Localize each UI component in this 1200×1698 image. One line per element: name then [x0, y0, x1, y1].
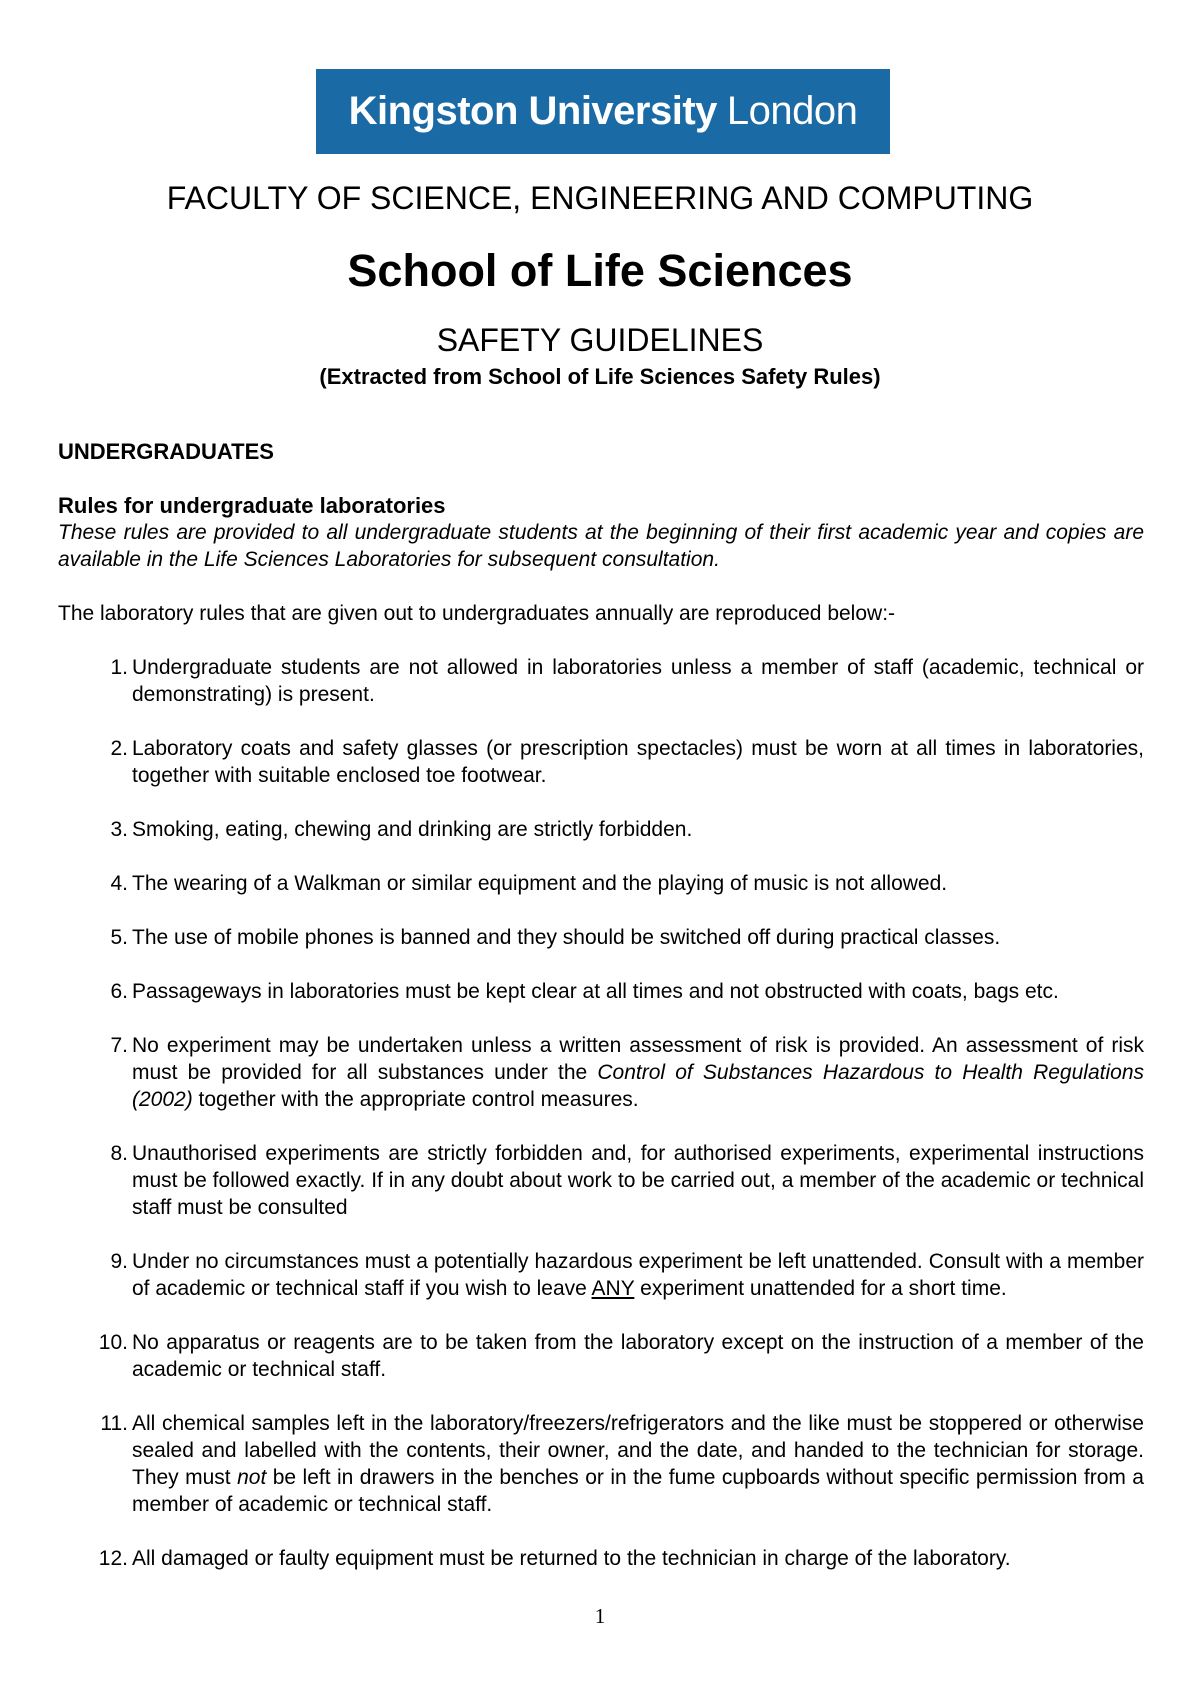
- rule-item: [58, 1329, 1144, 1383]
- rule-text: No apparatus or reagents are to be taken from the laboratory except on the instruction of a member of the academic or technical staff.: [132, 1331, 1144, 1381]
- rule-text: Passageways in laboratories must be kept clear at all times and not obstructed with coats, bags etc.: [132, 980, 1059, 1003]
- rule-number: 8.: [110, 1142, 128, 1165]
- logo-bold-text: Kingston University: [348, 89, 717, 133]
- rule-item: [58, 1032, 1144, 1113]
- rule-number: 3.: [110, 818, 128, 841]
- rule-text-part: All chemical samples left in the laboratory/freezers/refrigerators and the like must be stoppered or otherwise sealed and labelled with the contents, their owner, and the date, and handed to the technician for storage. They must: [132, 1412, 1144, 1489]
- rule-item: [58, 735, 1144, 789]
- rule-item: [58, 978, 1144, 1005]
- page-number: 1: [594, 1604, 606, 1628]
- rule-text: The use of mobile phones is banned and they should be switched off during practical classes.: [132, 926, 1001, 949]
- university-logo: [316, 69, 890, 154]
- rule-item: [58, 1545, 1144, 1572]
- school-title: School of Life Sciences: [347, 245, 853, 296]
- rule-text: Smoking, eating, chewing and drinking are strictly forbidden.: [132, 818, 693, 841]
- rule-number: 1.: [110, 656, 128, 679]
- rule-number: 9.: [110, 1250, 128, 1273]
- rule-number: 11.: [100, 1412, 128, 1435]
- rules-list: [58, 654, 1144, 1572]
- body-content: [58, 492, 1144, 1599]
- rule-text: All damaged or faulty equipment must be returned to the technician in charge of the laboratory.: [132, 1547, 1011, 1570]
- rule-text-part: be left in drawers in the benches or in the fume cupboards without specific permission from a member of academic or technical staff.: [132, 1466, 1144, 1516]
- rule-text: [130, 1032, 1144, 1113]
- regulation-name: Control of Substances Hazardous to Health Regulations (2002): [132, 1061, 1144, 1111]
- logo-light-text: London: [726, 89, 858, 133]
- rule-number: 7.: [110, 1034, 128, 1057]
- rule-text: Laboratory coats and safety glasses (or prescription spectacles) must be worn at all times in laboratories, together with suitable enclosed toe footwear.: [132, 737, 1144, 787]
- rule-item: [58, 654, 1144, 708]
- rule-item: [58, 870, 1144, 897]
- rule-text: [130, 1410, 1144, 1518]
- rule-text-part: experiment unattended for a short time.: [634, 1277, 1007, 1300]
- logo-text: [349, 89, 858, 134]
- rule-item: [58, 1410, 1144, 1518]
- rule-item: [58, 1248, 1144, 1302]
- rule-item: [58, 1140, 1144, 1221]
- rule-text: [130, 1248, 1144, 1302]
- document-title: SAFETY GUIDELINES: [436, 322, 764, 358]
- rule-item: [58, 816, 1144, 843]
- faculty-heading: FACULTY OF SCIENCE, ENGINEERING AND COMPUTING: [166, 180, 1034, 216]
- rule-number: 10.: [98, 1331, 128, 1354]
- rule-text: The wearing of a Walkman or similar equipment and the playing of music is not allowed.: [132, 872, 948, 895]
- rule-number: 2.: [110, 737, 128, 760]
- rule-text-part: Under no circumstances must a potentially hazardous experiment be left unattended. Consult with a member of academic or technical staff if you wish to leave: [132, 1250, 1144, 1300]
- rule-number: 4.: [110, 872, 128, 895]
- rules-heading: Rules for undergraduate laboratories: [58, 493, 446, 518]
- section-heading: UNDERGRADUATES: [58, 439, 274, 464]
- rule-number: 6.: [110, 980, 128, 1003]
- rule-text-part: No experiment may be undertaken unless a written assessment of risk is provided. An assessment of risk must be provided for all substances under the: [132, 1034, 1144, 1084]
- italic-emphasis: not: [237, 1466, 267, 1489]
- underlined-emphasis: ANY: [591, 1277, 635, 1300]
- rule-text: Undergraduate students are not allowed in laboratories unless a member of staff (academic, technical or demonstrating) is present.: [132, 656, 1144, 706]
- rule-text: Unauthorised experiments are strictly forbidden and, for authorised experiments, experimental instructions must be followed exactly. If in any doubt about work to be carried out, a member of the academic or technical staff must be consulted: [132, 1142, 1144, 1219]
- rule-item: [58, 924, 1144, 951]
- rule-number: 12.: [98, 1547, 128, 1570]
- rule-text-part: together with the appropriate control measures.: [192, 1088, 639, 1111]
- rule-number: 5.: [110, 926, 128, 949]
- intro-paragraph: The laboratory rules that are given out to undergraduates annually are reproduced below:-: [58, 602, 896, 625]
- rules-description: These rules are provided to all undergraduate students at the beginning of their first academic year and copies are available in the Life Sciences Laboratories for subsequent consultation.: [58, 521, 1144, 571]
- document-subtitle: (Extracted from School of Life Sciences Safety Rules): [319, 364, 881, 389]
